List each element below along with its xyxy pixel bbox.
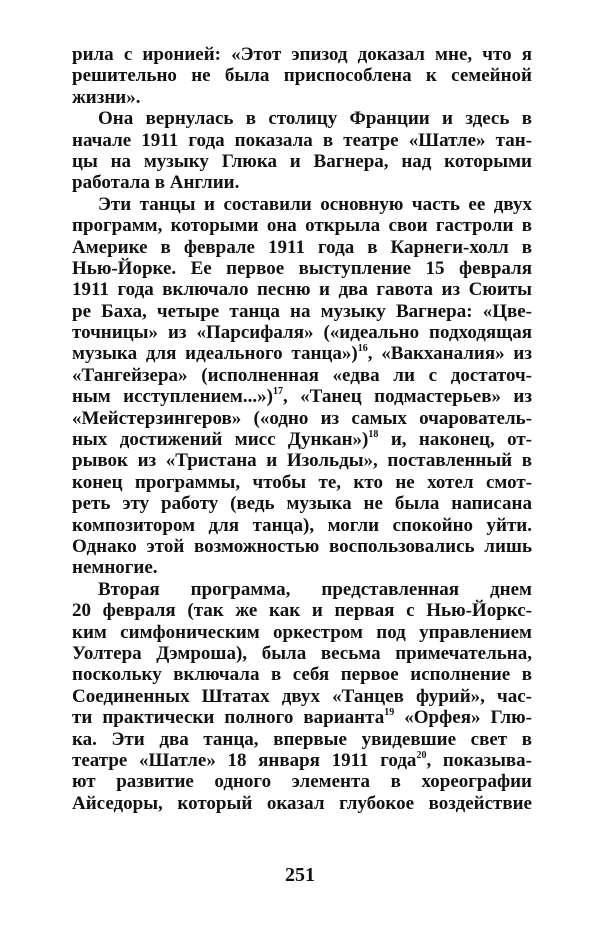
text-line [72, 322, 532, 343]
text-line [72, 707, 532, 728]
text-segment: Эти танцы и составили основную часть ее двух [98, 193, 532, 215]
text-segment: реть эту работу (ведь музыка не была написана [72, 493, 532, 515]
text-segment: работала в Англии. [72, 172, 240, 194]
text-segment: поскольку включала в себя первое исполнение в [72, 664, 532, 686]
text-segment: ти практически полного варианта [72, 707, 385, 729]
text-segment: рила с иронией: «Этот эпизод доказал мне, что я [72, 44, 532, 65]
text-segment: начале 1911 года показала в театре «Шатле» тан- [72, 129, 532, 151]
text-segment: музыка для идеального танца») [72, 343, 358, 365]
text-line [72, 536, 532, 557]
text-line [72, 44, 532, 65]
text-segment: решительно не была приспособлена к семейной [72, 65, 532, 87]
text-segment: ким симфоническим оркестром под управлением [72, 621, 532, 643]
text-line [72, 408, 532, 429]
text-line [72, 579, 532, 600]
text-segment: , «Вакханалия» из [367, 343, 532, 365]
footnote-ref: 19 [384, 707, 395, 719]
text-segment: Вторая программа, представленная днем [98, 578, 532, 600]
text-line [72, 429, 532, 450]
text-line [72, 664, 532, 685]
text-segment: «Орфея» Глю- [394, 707, 533, 729]
text-segment: композитором для танца), могли спокойно уйти. [72, 514, 532, 536]
text-line [72, 172, 532, 193]
text-line [72, 301, 532, 322]
text-line [72, 87, 532, 108]
text-line [72, 194, 532, 215]
text-segment: Нью-Йорке. Ее первое выступление 15 февраля [72, 257, 532, 279]
text-line [72, 793, 532, 814]
footnote-ref: 18 [368, 429, 379, 441]
footnote-ref: 17 [272, 386, 283, 398]
text-line [72, 386, 532, 407]
text-segment: конец программы, чтобы те, кто не хотел смот- [72, 471, 532, 493]
text-segment: ре Баха, четыре танца на музыку Вагнера: «Цве- [72, 300, 532, 322]
text-segment: Соединенных Штатах двух «Танцев фурий», час- [72, 685, 532, 707]
text-segment: Америке в феврале 1911 года в Карнеги-холл в [72, 236, 532, 258]
text-line [72, 557, 532, 578]
text-line [72, 686, 532, 707]
text-line [72, 622, 532, 643]
footnote-ref: 20 [416, 749, 427, 761]
book-page-text [72, 44, 532, 814]
text-line [72, 600, 532, 621]
text-line [72, 258, 532, 279]
text-segment: , «Танец подмастерьев» из [282, 386, 532, 408]
text-segment: ка. Эти два танца, впервые увидевшие свет в [72, 728, 532, 750]
text-line [72, 65, 532, 86]
text-segment: Уолтера Дэмроша), была весьма примечательна, [72, 642, 532, 664]
text-line [72, 771, 532, 792]
text-line [72, 729, 532, 750]
text-line [72, 493, 532, 514]
text-segment: ют развитие одного элемента в хореографии [72, 771, 532, 793]
text-segment: , показыва- [426, 749, 533, 771]
text-segment: 1911 года включало песню и два гавота из Сюиты [72, 279, 532, 301]
text-line [72, 279, 532, 300]
text-line [72, 643, 532, 664]
text-segment: 20 февраля (так же как и первая с Нью-Йоркс- [72, 600, 532, 622]
text-segment: театре «Шатле» 18 января 1911 года [72, 749, 417, 771]
text-line [72, 237, 532, 258]
text-segment: Однако этой возможностью воспользовались лишь [72, 535, 532, 557]
text-line [72, 215, 532, 236]
text-segment: программ, которыми она открыла свои гастроли в [72, 215, 532, 237]
text-line [72, 450, 532, 471]
text-segment: цы на музыку Глюка и Вагнера, над которыми [72, 150, 532, 172]
text-segment: «Мейстерзингеров» («одно из самых очарователь- [72, 407, 532, 429]
page-number: 251 [285, 864, 315, 886]
text-segment: ных достижений мисс Дункан») [72, 429, 369, 451]
text-line [72, 750, 532, 771]
text-line [72, 472, 532, 493]
text-segment: «Тангейзера» (исполненная «едва ли с достаточ- [72, 364, 532, 386]
text-line [72, 515, 532, 536]
text-segment: и, наконец, от- [378, 429, 532, 451]
text-segment: жизни». [72, 86, 141, 108]
text-segment: Она вернулась в столицу Франции и здесь в [98, 108, 532, 130]
text-line [72, 343, 532, 364]
footnote-ref: 16 [357, 343, 368, 355]
text-line [72, 130, 532, 151]
text-segment: рывок из «Тристана и Изольды», поставленный в [72, 450, 532, 472]
text-line [72, 151, 532, 172]
text-segment: точницы» из «Парсифаля» («идеально подходящая [72, 322, 532, 344]
text-segment: ным исступлением...») [72, 386, 273, 408]
text-line [72, 365, 532, 386]
text-line [72, 108, 532, 129]
text-segment: немногие. [72, 557, 158, 579]
text-segment: Айседоры, который оказал глубокое воздействие [72, 792, 532, 814]
